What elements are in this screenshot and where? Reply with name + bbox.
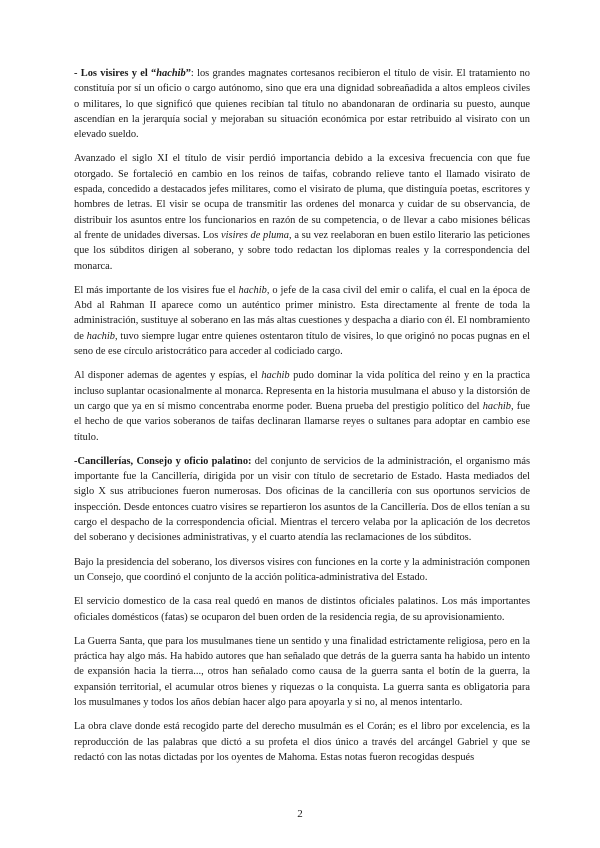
- text-run: El más importante de los visires fue el: [74, 284, 239, 296]
- document-body: [74, 66, 530, 774]
- paragraph-visires: [74, 66, 530, 142]
- text-run: - Los visires y el “: [74, 68, 157, 79]
- text-run: La Guerra Santa, que para los musulmanes tiene un sentido y una finalidad estrictamente religiosa, pero en la práctica hay algo más. Ha habido autores que han señalado que detrás de la guerra santa ha habido un intento de expansión hacia la tierra..., otros han señalado como causa de la guerra santa el botín de la guerra, la expansión territorial, el acumular otros bienes y riquezas o la conquista. La guerra santa es obligatoria para los musulmanes y todos los años debían hacer algo para apoyarla y si no, al menos intentarlo.: [74, 635, 530, 708]
- paragraph-agentes: [74, 368, 530, 444]
- text-run: hachib: [86, 330, 115, 342]
- paragraph-hachib: [74, 283, 530, 359]
- paragraph-consejo: [74, 555, 530, 586]
- text-run: , a su vez reelaboran en buen estilo literario las peticiones que los súbditos dirigen al soberano, y sobre todo redactan los diplomas reales y la correspondencia del monarca.: [74, 229, 530, 272]
- text-run: Al disponer ademas de agentes y espías, el: [74, 370, 262, 382]
- text-run: Bajo la presidencia del soberano, los diversos visires con funciones en la corte y la administración componen un Consejo, que coordinó el conjunto de la acción política-administrativa del Estado.: [74, 556, 530, 583]
- page-number: 2: [297, 808, 303, 820]
- text-run: hachib: [261, 370, 290, 382]
- text-run: visires de pluma: [221, 229, 289, 241]
- paragraph-guerra-santa: [74, 634, 530, 710]
- paragraph-siglo-xi: [74, 151, 530, 273]
- text-run: hachib: [156, 68, 186, 79]
- text-run: del conjunto de servicios de la administración, el organismo más importante fue la Cancillería, dirigida por un visir con título de secretario de Estado. Hasta mediados del siglo X sus atribuciones fueron numerosas. Dos oficinas de la cancillería con sus oportunos servicios de inspección. Desde entonces cuatro visires se repartieron los asuntos de la Cancillería. Dos de ellos tenían a su cargo el despacho de la correspondencia oficial. Mientras el tercero velaba por la aplicación de los decretos del soberano y decisiones administrativas, y el cuarto atendía las reclamaciones de los súbditos.: [74, 455, 531, 544]
- paragraph-coran: [74, 719, 530, 765]
- text-run: ”: [185, 68, 191, 79]
- text-run: : los grandes magnates cortesanos recibieron el título de visir. El tratamiento no constituía por sí un oficio o cargo autónomo, sino que era una dignidad sobreañadida a altos empleos civiles o militares, lo que significó que quienes recibían tal título no abandonaran de ordinaria su puesto, aunque ascendían en la jerarquía social y mejoraban su situación económica por estar retribuido al visirato con un elevado sueldo.: [74, 68, 530, 141]
- text-run: Avanzado el siglo XI el título de visir perdió importancia debido a la excesiva frecuencia con que fue otorgado. Se fortaleció en cambio en los reinos de taifas, cobrando relieve tanto el llamado visirato de espada, concedido a destacados jefes militares, como el visirato de pluma, que distinguía poetas, escritores y hombres de letras. El visir se ocupa de transmitir las ordenes del monarca y cuidar de su observancia, de distribuir los asuntos entre los funcionarios en razón de su competencia, o de llevar a cabo misiones bélicas al frente de unidades diversas. Los: [74, 153, 530, 241]
- text-run: El servicio domestico de la casa real quedó en manos de distintos oficiales palatinos. Los más importantes oficiales domésticos (fatas) se ocuparon del buen orden de la residencia regia, de su aprovisionamiento.: [74, 596, 530, 623]
- text-run: pudo dominar la vida política del reino y en la practica incluso suplantar ocasionalmente al monarca. Representa en la historia musulmana el abuso y la distorsión de un cargo que ya en sí mismo concentraba enorme poder. Buena prueba del prestigio político del: [74, 370, 530, 412]
- text-run: -Cancillerías, Consejo y oficio palatino:: [74, 455, 252, 467]
- text-run: , o jefe de la casa civil del emir o califa, el cual en la época de Abd al Rahman II aparece como un auténtico primer ministro. Esta directamente al frente de toda la administración, sustituye al soberano en las más altas cuestiones y despacha a diario con él. El nombramiento de: [74, 284, 530, 342]
- text-run: La obra clave donde está recogido parte del derecho musulmán es el Corán; es el libro por excelencia, es la reproducción de las palabras que dictó a su profeta el dios único a través del arcángel Gabriel y que se redactó con las notas dictadas por los oyentes de Mahoma. Estas notas fueron recogidas después: [74, 721, 530, 763]
- paragraph-cancillerias: [74, 454, 530, 546]
- text-run: , tuvo siempre lugar entre quienes ostentaron título de visires, lo que originó no pocas pugnas en el seno de ese círculo aristocrático para acceder al codiciado cargo.: [74, 330, 531, 358]
- paragraph-servicio-domestico: [74, 594, 530, 625]
- text-run: hachib: [238, 284, 267, 296]
- text-run: , fue el hecho de que varios soberanos de taifas declinaran llamarse reyes o sultanes para adoptar en cambio ese título.: [74, 400, 531, 443]
- text-run: hachib: [482, 400, 511, 412]
